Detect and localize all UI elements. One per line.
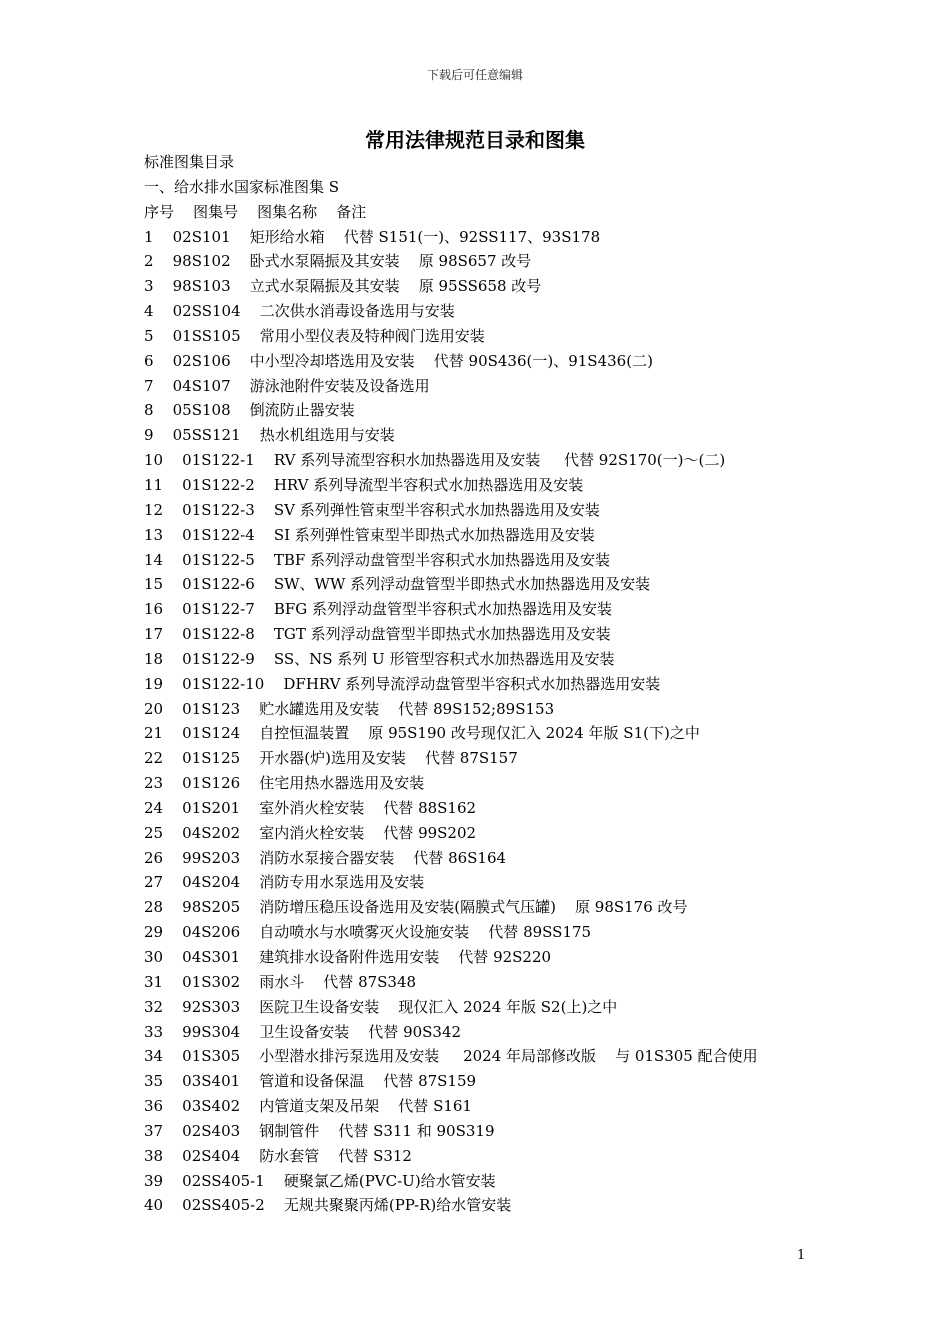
list-item: 27 04S204 消防专用水泵选用及安装 [144,873,425,892]
list-item: 2 98S102 卧式水泵隔振及其安装 原 98S657 改号 [144,252,532,271]
list-item: 19 01S122-10 DFHRV 系列导流浮动盘管型半容积式水加热器选用安装 [144,674,661,693]
list-item: 34 01S305 小型潜水排污泵选用及安装 2024 年局部修改版 与 01S305 配合使用 [144,1047,758,1066]
list-item: 6 02S106 中小型冷却塔选用及安装 代替 90S436(一)、91S436(二) [144,351,653,370]
list-item: 38 02S404 防水套管 代替 S312 [144,1146,412,1165]
list-item: 20 01S123 贮水罐选用及安装 代替 89S152;89S153 [144,699,555,718]
list-item: 40 02SS405-2 无规共聚聚丙烯(PP-R)给水管安装 [144,1196,512,1215]
list-item: 7 04S107 游泳池附件安装及设备选用 [144,376,430,395]
list-item: 18 01S122-9 SS、NS 系列 U 形管型容积式水加热器选用及安装 [144,649,615,668]
list-item: 10 01S122-1 RV 系列导流型容积水加热器选用及安装 代替 92S170(一)～(二) [144,451,726,470]
list-item: 32 92S303 医院卫生设备安装 现仅汇入 2024 年版 S2(上)之中 [144,997,618,1016]
list-item: 12 01S122-3 SV 系列弹性管束型半容积式水加热器选用及安装 [144,500,600,519]
list-item: 16 01S122-7 BFG 系列浮动盘管型半容积式水加热器选用及安装 [144,600,613,619]
list-item: 39 02SS405-1 硬聚氯乙烯(PVC-U)给水管安装 [144,1171,496,1190]
list-item: 11 01S122-2 HRV 系列导流型半容积式水加热器选用及安装 [144,475,584,494]
page-number: 1 [797,1248,806,1263]
list-item: 35 03S401 管道和设备保温 代替 87S159 [144,1072,477,1091]
list-item: 15 01S122-6 SW、WW 系列浮动盘管型半即热式水加热器选用及安装 [144,575,651,594]
document-title: 常用法律规范目录和图集 [365,128,585,152]
list-item: 8 05S108 倒流防止器安装 [144,401,355,420]
document-body [144,150,864,1218]
list-item: 30 04S301 建筑排水设备附件选用安装 代替 92S220 [144,948,552,966]
column-headers: 序号 图集号 图集名称 备注 [144,202,367,221]
list-item: 24 01S201 室外消火栓安装 代替 88S162 [144,798,477,817]
list-item: 14 01S122-5 TBF 系列浮动盘管型半容积式水加热器选用及安装 [144,550,611,569]
list-item: 37 02S403 钢制管件 代替 S311 和 90S319 [144,1121,495,1140]
list-item: 17 01S122-8 TGT 系列浮动盘管型半即热式水加热器选用及安装 [144,625,611,644]
list-item: 28 98S205 消防增压稳压设备选用及安装(隔膜式气压罐) 原 98S176 改号 [144,898,688,917]
list-item: 31 01S302 雨水斗 代替 87S348 [144,972,417,991]
subtitle: 标准图集目录 [144,153,235,171]
list-item: 29 04S206 自动喷水与水喷雾灭火设施安装 代替 89SS175 [144,923,592,942]
section-heading: 一、给水排水国家标准图集 S [144,177,340,196]
list-item: 4 02SS104 二次供水消毒设备选用与安装 [144,302,455,321]
list-item: 36 03S402 内管道支架及吊架 代替 S161 [144,1097,472,1116]
header-note: 下载后可任意编辑 [426,68,523,82]
catalog-list [144,225,864,1219]
list-item: 26 99S203 消防水泵接合器安装 代替 86S164 [144,848,507,867]
list-item: 21 01S124 自控恒温装置 原 95S190 改号现仅汇入 2024 年版 S1(下)之中 [144,724,700,743]
list-item: 1 02S101 矩形给水箱 代替 S151(一)、92SS117、93S178 [144,227,601,246]
list-item: 33 99S304 卫生设备安装 代替 90S342 [144,1022,462,1041]
list-item: 23 01S126 住宅用热水器选用及安装 [144,774,425,793]
list-item: 13 01S122-4 SI 系列弹性管束型半即热式水加热器选用及安装 [144,525,595,544]
list-item: 9 05SS121 热水机组选用与安装 [144,426,395,445]
list-item: 22 01S125 开水器(炉)选用及安装 代替 87S157 [144,749,518,768]
list-item: 5 01SS105 常用小型仪表及特种阀门选用安装 [144,326,485,345]
list-item: 25 04S202 室内消火栓安装 代替 99S202 [144,823,477,842]
list-item: 3 98S103 立式水泵隔振及其安装 原 95SS658 改号 [144,277,542,296]
